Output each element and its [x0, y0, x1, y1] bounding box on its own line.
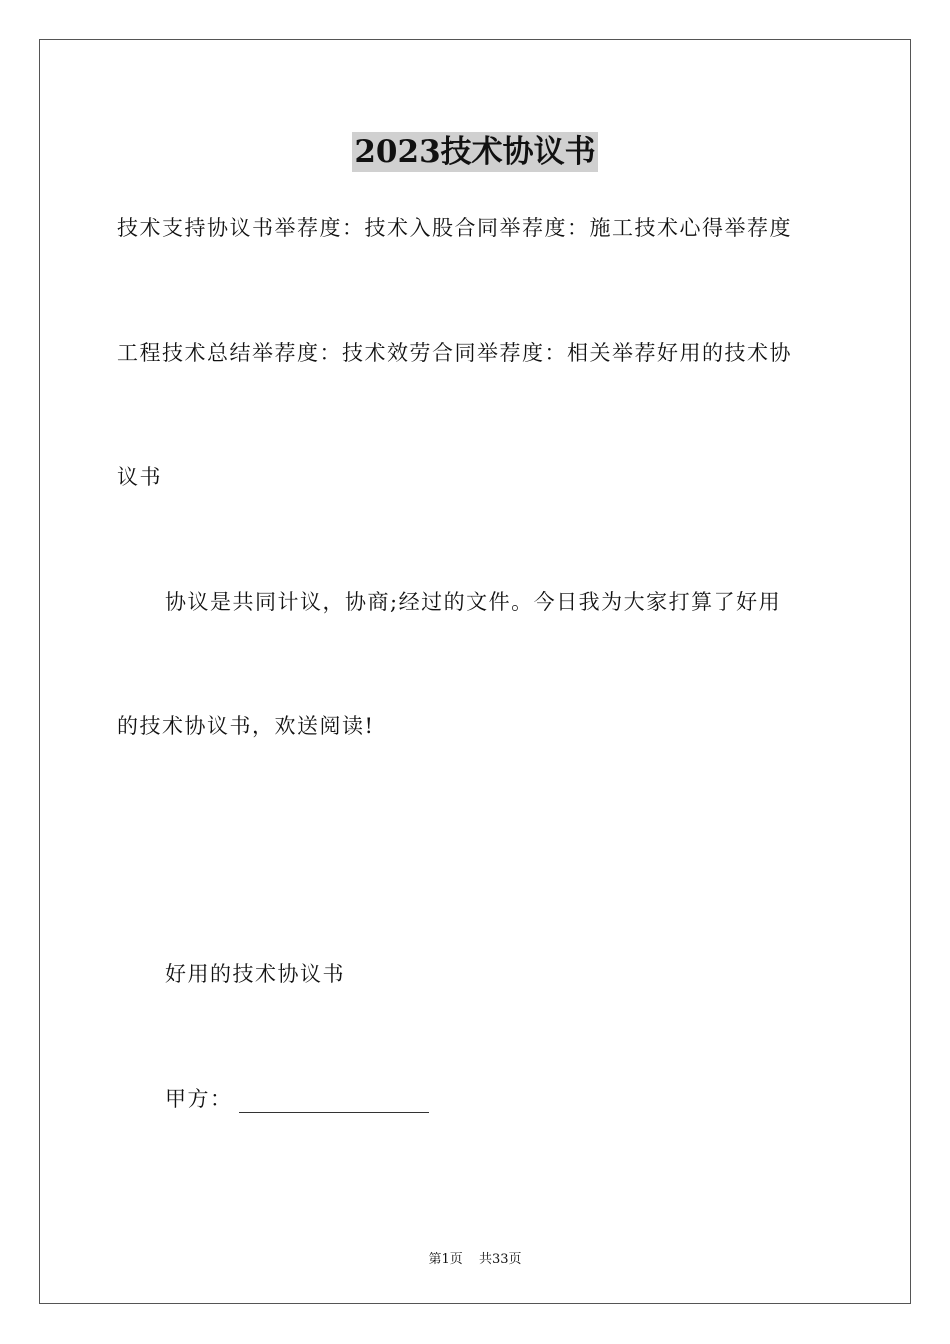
party-a-line	[165, 1083, 429, 1113]
page-number: 第1页	[428, 1252, 463, 1267]
party-a-label: 甲方：	[165, 1087, 233, 1111]
page-total: 共33页	[478, 1252, 522, 1267]
body-line-3: 议书	[117, 465, 162, 489]
body-line-1: 技术支持协议书举荐度：技术入股合同举荐度：施工技术心得举荐度	[117, 216, 792, 240]
document-title-wrap	[0, 126, 950, 171]
party-a-blank	[239, 1092, 429, 1113]
page-footer	[0, 1248, 950, 1267]
body-line-4: 协议是共同计议，协商;经过的文件。今日我为大家打算了好用	[165, 590, 782, 614]
body-line-5: 的技术协议书，欢送阅读!	[117, 714, 375, 738]
body-line-2: 工程技术总结举荐度：技术效劳合同举荐度：相关举荐好用的技术协	[117, 341, 792, 365]
section-heading: 好用的技术协议书	[165, 962, 345, 986]
document-title: 2023技术协议书	[354, 134, 596, 170]
